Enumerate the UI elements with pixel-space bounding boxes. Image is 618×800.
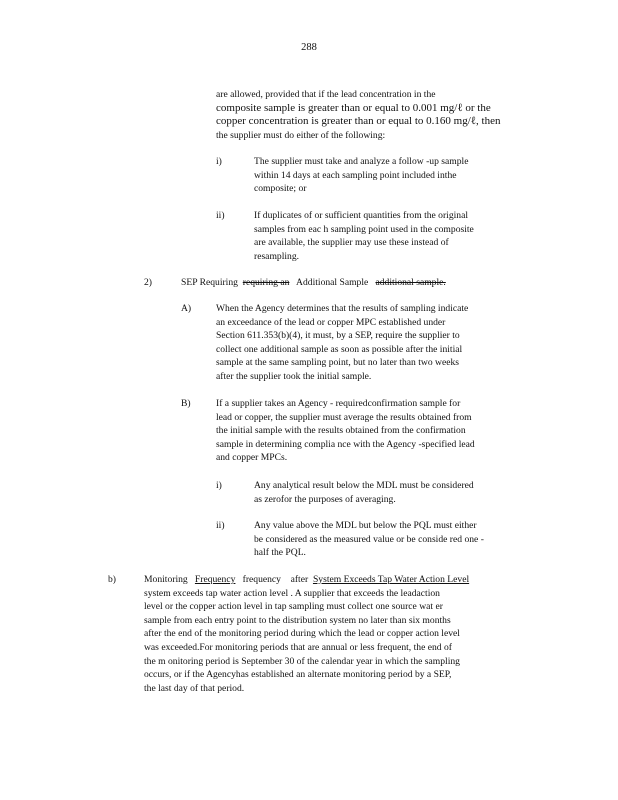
item-i-label: i) bbox=[216, 156, 222, 167]
item-i-line: composite; or bbox=[254, 183, 307, 195]
page-number: 288 bbox=[301, 42, 317, 53]
struck-text: requiring an bbox=[242, 277, 290, 288]
item-b-line: system exceeds tap water action level . A supplier that exceeds the leadaction bbox=[144, 587, 440, 599]
item-B-line: sample in determining complia nce with the Agency -specified lead bbox=[216, 438, 475, 450]
item-b-line: after the end of the monitoring period during which the lead or copper action level bbox=[144, 628, 460, 640]
intro-line-3: copper concentration is greater than or equal to 0.160 mg/ℓ, then bbox=[216, 115, 501, 128]
item-A-line: after the supplier took the initial sample. bbox=[216, 370, 372, 382]
item-A-line: Section 611.353(b)(4), it must, by a SEP, require the supplier to bbox=[216, 330, 460, 342]
item-ii2-line: half the PQL. bbox=[254, 547, 306, 559]
heading-text: after bbox=[290, 574, 309, 585]
item-ii-line: samples from eac h sampling point used in the composite bbox=[254, 223, 474, 235]
item-2-heading bbox=[181, 276, 446, 290]
item-b-line: the last day of that period. bbox=[144, 682, 245, 694]
item-i2-line: as zerofor the purposes of averaging. bbox=[254, 493, 396, 505]
item-B-text bbox=[216, 397, 536, 465]
intro-line-1: are allowed, provided that if the lead concentration in the bbox=[216, 89, 436, 100]
item-i2-text bbox=[254, 479, 524, 506]
item-ii-line: resampling. bbox=[254, 250, 300, 262]
heading-text: Monitoring bbox=[144, 574, 188, 585]
item-A-line: collect one additional sample as soon as possible after the initial bbox=[216, 343, 463, 355]
item-ii2-text bbox=[254, 519, 539, 560]
item-ii2-line: be considered as the measured value or be conside red one - bbox=[254, 533, 484, 545]
heading-text: frequency bbox=[242, 574, 281, 585]
item-b-line: was exceeded.For monitoring periods that are annual or less frequent, the end of bbox=[144, 641, 452, 653]
item-i-line: within 14 days at each sampling point included inthe bbox=[254, 169, 457, 181]
item-2-label: 2) bbox=[144, 277, 152, 288]
item-i-text bbox=[254, 155, 524, 196]
item-A-line: When the Agency determines that the results of sampling indicate bbox=[216, 303, 469, 314]
item-ii2-line: Any value above the MDL but below the PQL must either bbox=[254, 520, 477, 531]
item-A-label: A) bbox=[181, 303, 192, 314]
item-A-line: an exceedance of the lead or copper MPC established under bbox=[216, 316, 446, 328]
inserted-text: Frequency bbox=[194, 574, 236, 585]
item-A-text bbox=[216, 302, 528, 384]
item-ii2-label: ii) bbox=[216, 520, 225, 531]
item-A-line: sample at the same sampling point, but no later than two weeks bbox=[216, 357, 459, 369]
item-b-text bbox=[144, 573, 544, 695]
item-b-label: b) bbox=[108, 574, 116, 585]
item-B-line: If a supplier takes an Agency - requiredconfirmation sample for bbox=[216, 398, 461, 409]
item-B-label: B) bbox=[181, 398, 191, 409]
intro-paragraph bbox=[216, 88, 536, 142]
heading-text: Additional Sample bbox=[296, 277, 369, 288]
inserted-text: System Exceeds Tap Water Action Level bbox=[312, 574, 470, 585]
item-i-line: The supplier must take and analyze a follow -up sample bbox=[254, 156, 469, 167]
struck-text: additional sample. bbox=[375, 277, 446, 288]
item-B-line: and copper MPCs. bbox=[216, 452, 288, 464]
item-ii-text bbox=[254, 209, 524, 263]
item-ii-line: If duplicates of or sufficient quantities from the original bbox=[254, 210, 469, 221]
intro-line-4: the supplier must do either of the following: bbox=[216, 129, 386, 141]
item-b-heading-line bbox=[144, 573, 544, 587]
item-B-line: lead or copper, the supplier must average the results obtained from bbox=[216, 411, 472, 423]
item-b-line: level or the copper action level in tap sampling must collect one source wat er bbox=[144, 601, 443, 613]
intro-line-2: composite sample is greater than or equal to 0.001 mg/ℓ or the bbox=[216, 101, 491, 114]
item-b-line: sample from each entry point to the distribution system no later than six months bbox=[144, 614, 451, 626]
item-i2-label: i) bbox=[216, 480, 222, 491]
item-b-line: occurs, or if the Agencyhas established an alternate monitoring period by a SEP, bbox=[144, 669, 452, 681]
item-B-line: the initial sample with the results obtained from the confirmation bbox=[216, 425, 466, 437]
item-i2-line: Any analytical result below the MDL must be considered bbox=[254, 480, 474, 491]
item-b-line: the m onitoring period is September 30 of the calendar year in which the sampling bbox=[144, 655, 460, 667]
heading-text: SEP Requiring bbox=[181, 277, 238, 288]
item-ii-label: ii) bbox=[216, 210, 225, 221]
item-ii-line: are available, the supplier may use these instead of bbox=[254, 237, 449, 249]
